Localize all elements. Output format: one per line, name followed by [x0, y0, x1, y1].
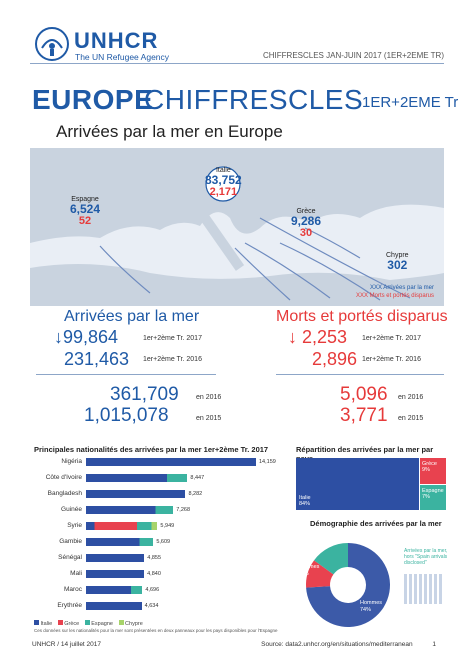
bar-category-label: Guinée	[61, 506, 82, 513]
deaths-2015-total-label: en 2015	[398, 415, 424, 422]
nationalities-chart-title: Principales nationalités des arrivées par la mer 1er+2ème Tr. 2017	[34, 445, 269, 454]
map-country-name: Chypre	[386, 252, 409, 259]
bar-value-label: 4,634	[144, 603, 159, 609]
bar-chart-footnote: Ces données sur les nationalités pour la mer sont présentées en deux panneaux pour les pays disponibles pour l'Espagne	[34, 628, 278, 633]
treemap-label-italie	[299, 495, 311, 507]
demography-title: Démographie des arrivées par la mer	[310, 519, 442, 528]
map-arrivals: 302	[387, 258, 408, 273]
treemap-label-espagne	[422, 488, 444, 500]
map-deaths: 52	[78, 214, 92, 227]
unhcr-emblem-icon	[34, 26, 70, 62]
bar-category-label: Mali	[70, 570, 82, 577]
arrivals-2016-total: 361,709	[110, 384, 179, 405]
arrivals-2015-total: 1,015,078	[84, 405, 169, 426]
map-label-italie	[205, 167, 242, 198]
deaths-2015-total: 3,771	[340, 405, 388, 426]
legend-label-espagne: Espagne	[91, 621, 113, 627]
treemap-cell-italie	[296, 458, 419, 510]
treemap-pct: 7%	[422, 494, 430, 500]
donut-label-hommes: Hommes 74%	[360, 600, 383, 613]
bar-mark	[86, 474, 187, 482]
arrivals-title: Arrivées par la mer	[64, 308, 200, 325]
deaths-2016-total: 5,096	[340, 384, 388, 405]
doc-reference: CHIFFRESCLES JAN-JUIN 2017 (1ER+2EME TR)	[262, 51, 444, 60]
footer-date: UNHCR / 14 juillet 2017	[32, 641, 102, 648]
treemap-title: Répartition des arrivées par la mer par	[296, 445, 434, 454]
nationalities-bar-chart	[34, 456, 284, 616]
bar-category-label: Bangladesh	[47, 490, 82, 497]
map-country-name: Italie	[215, 167, 231, 174]
treemap-cell-espagne	[420, 485, 446, 510]
map-legend-arrivals: XXX Arrivées par la mer	[369, 285, 434, 291]
treemap-pct: 84%	[299, 501, 311, 507]
bar-category-label: Gambie	[59, 538, 82, 545]
bar-mark	[86, 490, 185, 498]
title-region: EUROPE	[32, 84, 154, 115]
deaths-2016-total-label: en 2016	[398, 394, 424, 401]
arrivals-2017-value: ↓99,864	[54, 327, 119, 347]
legend-swatch-grece	[58, 620, 63, 625]
map-country-name: Espagne	[71, 196, 99, 203]
arrivals-2016-total-label: en 2016	[196, 394, 222, 401]
treemap-name: Espagne	[422, 488, 444, 494]
mediterranean-map	[30, 148, 444, 306]
map-arrivals: 83,752	[205, 173, 242, 188]
treemap-pct: 9%	[422, 467, 430, 473]
deaths-title: Morts et portés disparus	[276, 308, 448, 325]
map-arrivals: 9,286	[291, 214, 322, 229]
legend-label-chypre: Chypre	[125, 621, 143, 627]
deaths-2017-label: 1er+2ème Tr. 2017	[362, 335, 421, 342]
bar-value-label: 5,609	[156, 539, 171, 545]
legend-swatch-chypre	[119, 620, 124, 625]
title-period: 1ER+2EME Tr	[362, 94, 459, 111]
treemap-name: Italie	[299, 495, 311, 501]
map-legend	[356, 285, 434, 300]
stats-divider-left	[36, 374, 216, 375]
page-number: 1	[432, 641, 436, 648]
bar-value-label: 7,268	[176, 507, 191, 513]
header-divider	[30, 63, 444, 64]
bar-mark	[86, 602, 142, 610]
bar-mark	[86, 538, 153, 546]
donut-label-femmes: Femmes 11%	[298, 564, 320, 577]
deaths-2016-label: 1er+2ème Tr. 2016	[362, 356, 421, 363]
bar-category-label: Syrie	[67, 522, 82, 529]
title-keyfigures: CHIFFRESCLES	[144, 84, 364, 115]
bar-mark	[86, 458, 256, 466]
treemap-name: Grèce	[422, 461, 437, 467]
arrivals-2016-value: 231,463	[64, 349, 130, 369]
deaths-2017-value: ↓ 2,253	[288, 327, 348, 347]
bar-value-label: 8,447	[190, 475, 205, 481]
footer-source	[261, 641, 436, 648]
legend-swatch-italie	[34, 620, 39, 625]
map-label-espagne	[70, 196, 100, 227]
treemap-label-grece	[422, 461, 437, 473]
legend-label-italie: Italie	[40, 621, 53, 627]
bar-category-label: Maroc	[63, 586, 82, 593]
legend-swatch-espagne	[85, 620, 90, 625]
bar-category-label: Erythrée	[57, 602, 82, 609]
legend-label-grece: Grèce	[64, 621, 80, 627]
deaths-2016-value: 2,896	[312, 349, 358, 369]
bar-category-label: Nigéria	[61, 458, 82, 465]
map-label-chypre	[386, 252, 409, 272]
bar-chart-legend	[34, 620, 284, 627]
page-subtitle: Arrivées par la mer en Europe	[56, 122, 283, 141]
map-arrivals: 6,524	[70, 202, 101, 217]
map-deaths: 2,171	[209, 185, 238, 198]
map-deaths: 30	[299, 226, 313, 239]
bar-value-label: 5,949	[160, 523, 175, 529]
footer-source-text: Source: data2.unhcr.org/en/situations/mediterranean	[261, 641, 413, 648]
donut-label-enfants: Enfants 15%	[314, 534, 333, 547]
map-legend-deaths: XXX Morts et portés disparus	[355, 292, 434, 299]
arrivals-2015-total-label: en 2015	[196, 415, 222, 422]
donut-note-minichart	[404, 574, 444, 604]
bar-category-label: Sénégal	[58, 554, 82, 561]
bar-mark	[86, 586, 142, 594]
demography-donut-chart	[292, 530, 404, 635]
bar-category-label: Côte d'Ivoire	[45, 474, 82, 481]
map-label-grece	[291, 208, 321, 239]
bar-value-label: 14,159	[259, 459, 276, 465]
bar-value-label: 8,282	[188, 491, 203, 497]
arrivals-2016-label: 1er+2ème Tr. 2016	[143, 356, 202, 363]
unhcr-logo	[34, 26, 184, 66]
treemap-cell-grece	[420, 458, 446, 484]
org-name: UNHCR	[74, 28, 159, 53]
stats-divider-right	[276, 374, 444, 375]
bar-value-label: 4,696	[145, 587, 160, 593]
map-country-name: Grèce	[296, 208, 316, 215]
donut-note: Arrivées par la mer, hors "Spain arrivals disclosed"	[404, 548, 448, 566]
bar-mark	[86, 570, 144, 578]
country-treemap	[296, 458, 446, 510]
arrivals-2017-label: 1er+2ème Tr. 2017	[143, 335, 202, 342]
bar-mark	[86, 506, 173, 514]
bar-value-label: 4,855	[147, 555, 162, 561]
bar-value-label: 4,840	[147, 571, 161, 577]
bar-mark	[86, 522, 157, 530]
bar-mark	[86, 554, 144, 562]
org-sub: The UN Refugee Agency	[75, 52, 170, 62]
